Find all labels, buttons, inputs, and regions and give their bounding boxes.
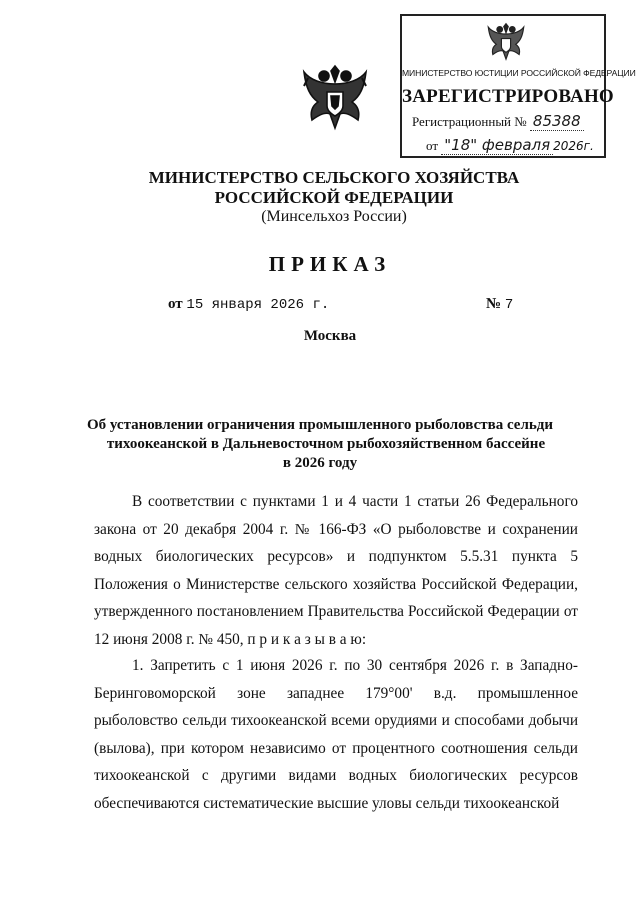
body-paragraph-preamble <box>94 488 578 653</box>
order-number-value: 7 <box>504 297 514 313</box>
stamp-registration-date <box>426 136 594 154</box>
paragraph-text: 1. Запретить с 1 июня 2026 г. по 30 сентября 2026 г. в Западно-Беринговоморской зоне западнее 179°00' в.д. промышленное рыболовство сельди тихоокеанской всеми орудиями и способами добычи (вылова), при котором независимо от процентного соотношения сельди тихоокеанской с другими видами водных биологических ресурсов обеспечиваются систематические высшие уловы сельди тихоокеанской <box>94 657 578 812</box>
ministry-name-line1: МИНИСТЕРСТВО СЕЛЬСКОГО ХОЗЯЙСТВА <box>148 168 520 187</box>
subject-line1: Об установлении ограничения промышленного рыболовства сельди <box>86 417 554 433</box>
stamp-emblem-icon <box>486 20 526 64</box>
paragraph-text: В соответствии с пунктами 1 и 4 части 1 статьи 26 Федерального закона от 20 декабря 2004 г. № 166-ФЗ «О рыболовстве и сохранении водных биологических ресурсов» и подпунктом 5.5.31 пункта 5 Положения о Министерстве сельского хозяйства Российской Федерации, утвержденного постановлением Правительства Российской Федерации от 12 июня 2008 г. № 450, п р и к а з ы в а ю: <box>94 493 578 648</box>
stamp-date-year: 2026г. <box>553 139 594 153</box>
city-name: Москва <box>303 328 357 344</box>
order-number-label: № <box>486 296 502 312</box>
order-date-value: 15 января 2026 г. <box>186 297 330 313</box>
state-emblem-icon <box>300 62 370 134</box>
stamp-date-handwritten: "18" февраля <box>441 136 553 155</box>
stamp-reg-number-label: Регистрационный № <box>412 114 527 129</box>
order-date-label: от <box>168 296 183 312</box>
registration-stamp <box>400 14 636 158</box>
stamp-registration-number <box>412 112 584 130</box>
document-type-title: ПРИКАЗ <box>268 252 392 276</box>
order-number <box>486 296 513 313</box>
stamp-ministry-name: МИНИСТЕРСТВО ЮСТИЦИИ РОССИЙСКОЙ ФЕДЕРАЦИИ <box>402 68 636 78</box>
subject-line2: тихоокеанской в Дальневосточном рыбохозяйственном бассейне <box>106 436 546 452</box>
body-paragraph-item-1 <box>94 652 578 817</box>
subject-line3: в 2026 году <box>282 455 358 471</box>
stamp-date-prefix: от <box>426 138 439 153</box>
order-date <box>168 296 329 313</box>
ministry-name-line2: РОССИЙСКОЙ ФЕДЕРАЦИИ <box>214 188 454 207</box>
stamp-reg-number-value: 85388 <box>530 112 584 131</box>
stamp-registered-label: ЗАРЕГИСТРИРОВАНО <box>402 86 614 107</box>
ministry-short-name: (Минсельхоз России) <box>261 208 407 225</box>
